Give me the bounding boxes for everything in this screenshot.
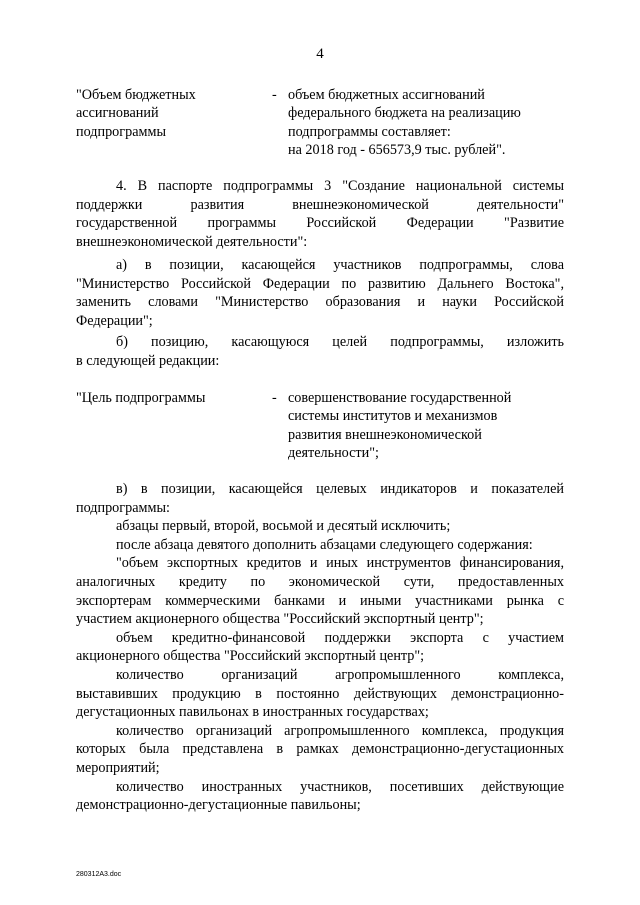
- text-line: в) в позиции, касающейся целевых индикаторов и показателей: [116, 481, 564, 497]
- text-line: 4. В паспорте подпрограммы 3 "Создание национальной системы: [116, 178, 564, 194]
- text-line: акционерного общества "Российский экспортный центр";: [76, 648, 425, 665]
- text-line: объем кредитно-финансовой поддержки экспорта с участием: [116, 629, 564, 646]
- text-line: подпрограммы:: [76, 499, 170, 516]
- text-line: на 2018 год - 656573,9 тыс. рублей".: [288, 142, 506, 159]
- paragraph-v: [76, 480, 564, 815]
- text-line: внешнеэкономической деятельности":: [76, 233, 308, 250]
- text-line: развития внешнеэкономической: [288, 426, 482, 443]
- budget-allocation-value: [288, 86, 578, 160]
- text-line: количество организаций агропромышленного комплекса, продукция: [116, 722, 564, 739]
- text-line: системы институтов и механизмов: [288, 408, 498, 425]
- text-line: в следующей редакции:: [76, 352, 220, 369]
- budget-allocation-label: [76, 86, 256, 141]
- text-line: участием акционерного общества "Российский экспортный центр";: [76, 611, 484, 628]
- text-line: выставивших продукцию в постоянно действующих демонстрационно-: [76, 685, 564, 702]
- text-line: экспортерам коммерческими банками и иными участниками рынка с: [76, 592, 564, 609]
- text-line: федерального бюджета на реализацию: [288, 105, 521, 122]
- text-line: после абзаца девятого дополнить абзацами следующего содержания:: [116, 536, 533, 553]
- text-line: государственной программы Российской Федерации "Развитие: [76, 215, 564, 232]
- text-line: количество организаций агропромышленного комплекса,: [116, 666, 564, 683]
- goal-label: [76, 389, 256, 407]
- dash-separator: -: [272, 390, 277, 406]
- text-line: поддержки развития внешнеэкономической деятельности": [76, 196, 564, 213]
- text-line: которых была представлена в рамках демонстрационно-дегустационных: [76, 741, 564, 758]
- text-line: "Цель подпрограммы: [76, 390, 206, 406]
- text-line: "объем экспортных кредитов и иных инструментов финансирования,: [116, 555, 564, 572]
- text-line: а) в позиции, касающейся участников подпрограммы, слова: [116, 257, 564, 273]
- text-line: мероприятий;: [76, 759, 160, 776]
- text-line: объем бюджетных ассигнований: [288, 87, 485, 103]
- text-line: абзацы первый, второй, восьмой и десятый исключить;: [116, 518, 451, 535]
- text-line: демонстрационно-дегустационные павильоны;: [76, 797, 361, 814]
- page-number: 4: [316, 46, 324, 62]
- text-line: совершенствование государственной: [288, 390, 512, 406]
- text-line: подпрограммы: [76, 123, 166, 140]
- text-line: количество иностранных участников, посетивших действующие: [116, 778, 564, 795]
- text-line: дегустационных павильонах в иностранных государствах;: [76, 704, 429, 721]
- text-line: "Объем бюджетных: [76, 87, 196, 103]
- paragraph-a: [76, 256, 564, 330]
- text-line: б) позицию, касающуюся целей подпрограммы, изложить: [116, 334, 564, 350]
- paragraph-4: [76, 177, 564, 251]
- document-filename: 280312A3.doc: [76, 871, 122, 878]
- text-line: заменить словами "Министерство образования и науки Российской: [76, 294, 564, 311]
- goal-value: [288, 389, 578, 463]
- text-line: подпрограммы составляет:: [288, 123, 451, 140]
- text-line: деятельности";: [288, 445, 379, 462]
- text-line: Федерации";: [76, 312, 153, 329]
- text-line: "Министерство Российской Федерации по развитию Дальнего Востока",: [76, 275, 564, 292]
- text-line: ассигнований: [76, 105, 159, 122]
- text-line: аналогичных кредиту по экономической сути, предоставленных: [76, 573, 564, 590]
- dash-separator: -: [272, 87, 277, 103]
- paragraph-b: [76, 333, 564, 370]
